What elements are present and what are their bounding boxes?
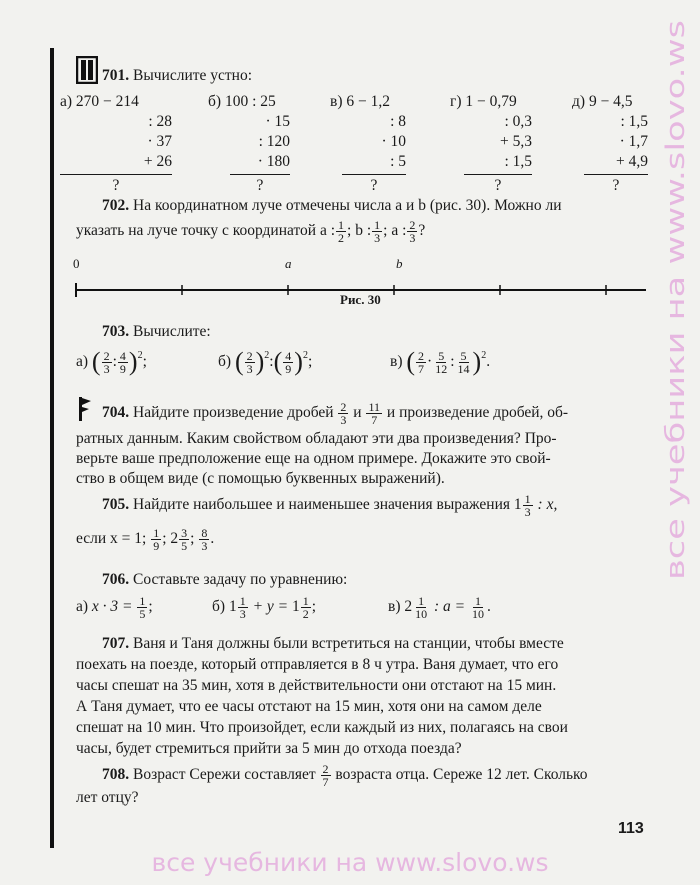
problem-703-c: в) ( $\frac{2}{7}$ · $\frac{5}{12}$ : $\frac{5}{14}$ ) 2 . [390, 347, 491, 376]
page-spine [50, 48, 54, 848]
problem-704-line1: 704. Найдите произведение дробей $\frac{2}{3}$ и $\frac{11}{7}$ и произведение дробей, об- [102, 399, 569, 427]
problem-708-line1: 708. Возраст Сережи составляет $\frac{2}{7}$ возраста отца. Сереже 12 лет. Сколько [102, 761, 588, 789]
problem-706-a: а) x · 3 = $\frac{1}{5}$ ; [76, 593, 153, 621]
problem-706-b: б) 1 $\frac{1}{3}$ + y = 1 $\frac{1}{2}$ ; [212, 593, 317, 621]
ray-label-zero: 0 [73, 256, 80, 271]
watermark-vertical [648, 0, 698, 600]
problem-704-line2: ратных данным. Каким свойством обладают эти два произведения? Про- [76, 430, 557, 447]
ray-label-a: a [285, 256, 292, 271]
svg-text:все учебники на www.slovo.ws: все учебники на www.slovo.ws [661, 167, 691, 580]
problem-703-heading: 703. Вычислите: [102, 323, 211, 340]
problem-703-a: а) ( $\frac{2}{3}$ : $\frac{4}{9}$ ) 2 ; [76, 347, 147, 376]
problem-707-line4: А Таня думает, что ее часы отстают на 15 мин, хотя они на самом деле [76, 698, 542, 715]
problem-707-line1: 707. Ваня и Таня должны были встретиться на станции, чтобы вместе [102, 635, 564, 652]
problem-706-heading: 706. Составьте задачу по уравнению: [102, 571, 348, 588]
problem-701-column-a: а) 270 − 214 : 28 · 37 + 26 ? [60, 93, 172, 194]
problem-705-line1: 705. Найдите наибольшее и наименьшее значения выражения 1 $\frac{1}{3}$ : x, [102, 491, 558, 519]
problem-707-line6: часы, будет стремиться прийти за 5 мин до отхода поезда? [76, 740, 462, 757]
problem-702-line2: указать на луче точку с координатой a : $\frac{1}{2}$ ; b : $\frac{1}{3}$ ; a : $\frac{2}{3}$ ? [76, 217, 426, 245]
page-number: 113 [618, 820, 644, 837]
problem-701-column-c: в) 6 − 1,2 : 8 · 10 : 5 ? [330, 93, 406, 194]
problem-707-line2: поехать на поезде, который отправляется в 8 ч утра. Ваня думает, что его [76, 656, 559, 673]
problem-704-line4: ство в общем виде (с помощью буквенных выражений). [76, 470, 445, 487]
problem-701-column-d: г) 1 − 0,79 : 0,3 + 5,3 : 1,5 ? [450, 93, 532, 194]
problem-703-b: б) ( $\frac{2}{3}$ ) 2 : ( $\frac{4}{9}$ ) 2 ; [218, 347, 313, 376]
problem-705-line2: если x = 1; $\frac{1}{9}$ ; 2 $\frac{3}{5}$ ; $\frac{8}{3}$ . [76, 525, 215, 553]
problem-701-column-e: д) 9 − 4,5 : 1,5 · 1,7 + 4,9 ? [572, 93, 648, 194]
problem-707-line3: часы спешат на 35 мин, хотя в действительности они отстают на 15 мин. [76, 677, 557, 694]
problem-706-c: в) 2 $\frac{1}{10}$ : a = $\frac{1}{10}$ . [388, 593, 491, 621]
problem-701-heading: 701. Вычислите устно: [102, 67, 253, 84]
problem-702-line1: 702. На координатном луче отмечены числа a и b (рис. 30). Можно ли [102, 197, 562, 214]
oral-exercise-icon [76, 56, 98, 84]
problem-704-line3: верьте ваше предположение еще на одном примере. Докажите это свой- [76, 450, 551, 467]
figure-caption: Рис. 30 [340, 292, 381, 307]
research-flag-icon [78, 396, 92, 422]
ray-label-b: b [396, 256, 403, 271]
problem-708-line2: лет отцу? [76, 789, 139, 806]
problem-707-line5: спешат на 10 мин. Что произойдет, если каждый из них, полагаясь на свои [76, 719, 568, 736]
watermark-bottom: все учебники на www.slovo.ws [151, 848, 549, 877]
problem-701-column-b: б) 100 : 25 · 15 : 120 · 180 ? [208, 93, 290, 194]
